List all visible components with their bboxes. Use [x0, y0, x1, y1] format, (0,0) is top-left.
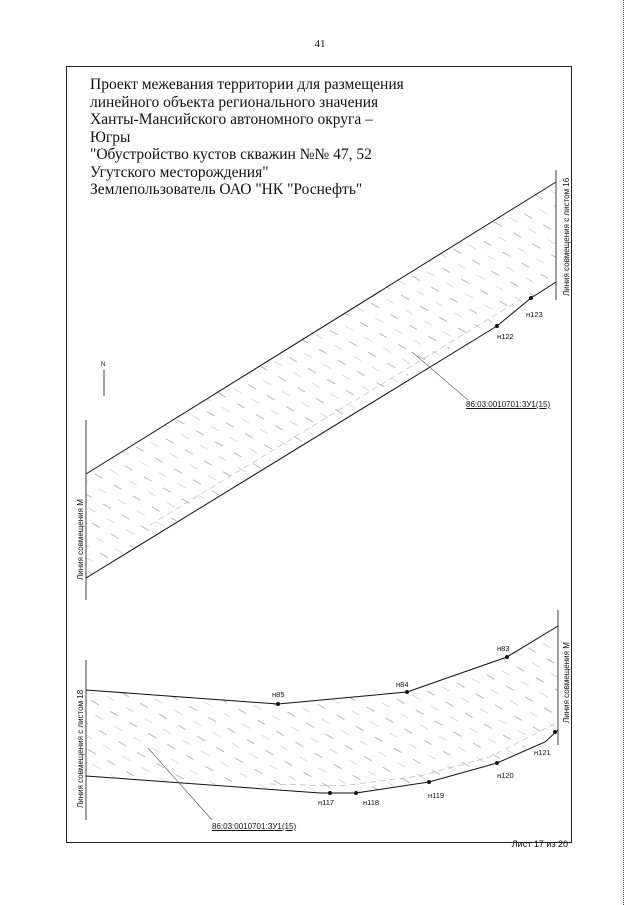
title-line: Землепользователь ОАО "НК "Роснефть" — [90, 181, 363, 198]
combination-line-label: Линия совмещения М — [562, 642, 571, 723]
upper-boundary-top — [86, 182, 556, 474]
north-arrow-label: N — [101, 362, 106, 368]
upper-parcel-hatch — [86, 182, 556, 578]
point-label-n118: н118 — [363, 798, 380, 807]
title-line: Проект межевания территории для размещения — [90, 76, 404, 93]
point-label-n123: н123 — [526, 310, 543, 319]
combination-line-label: Линия совмещения М — [76, 499, 85, 580]
sheet-label: Лист 17 из 20 — [511, 839, 568, 849]
point-marker-n85 — [276, 702, 280, 706]
parcel-label-upper: 86:03:0010701:ЗУ1(15) — [466, 400, 551, 409]
parcel-label-lower: 86:03:0010701:ЗУ1(15) — [212, 822, 297, 831]
point-label-n120: н120 — [497, 771, 514, 780]
title-line: линейного объекта регионального значения — [90, 93, 379, 111]
point-label-n85: н85 — [272, 690, 285, 699]
point-marker-n84 — [405, 690, 409, 694]
point-label-n83: н83 — [497, 644, 510, 653]
point-label-n122: н122 — [497, 332, 514, 341]
point-marker-n120 — [495, 761, 499, 765]
title-line: "Обустройство кустов скважин №№ 47, 52 — [90, 146, 372, 163]
point-marker-n122 — [495, 324, 499, 328]
combination-line-label: Линия совмещения с листом 18 — [76, 689, 85, 808]
binding-edge — [623, 0, 626, 905]
page-number: 41 — [314, 38, 326, 50]
lower-parcel-hatch — [86, 626, 558, 793]
title-line: Югры — [90, 128, 131, 146]
point-marker-n121 — [553, 730, 557, 734]
title-line: Угутского месторождения" — [90, 163, 269, 181]
point-marker-n119 — [427, 780, 431, 784]
point-label-n121: н121 — [534, 748, 551, 757]
upper-parcel-leader — [412, 352, 468, 400]
title-line: Ханты-Мансийского автономного округа – — [90, 111, 373, 128]
point-label-n117: н117 — [318, 798, 335, 807]
point-label-n119: н119 — [428, 791, 445, 800]
point-marker-n118 — [354, 791, 358, 795]
point-marker-n83 — [505, 655, 509, 659]
point-marker-n123 — [529, 296, 533, 300]
point-label-n84: н84 — [396, 680, 409, 689]
combination-line-label: Линия совмещения с листом 16 — [562, 177, 571, 296]
point-marker-n117 — [328, 791, 332, 795]
